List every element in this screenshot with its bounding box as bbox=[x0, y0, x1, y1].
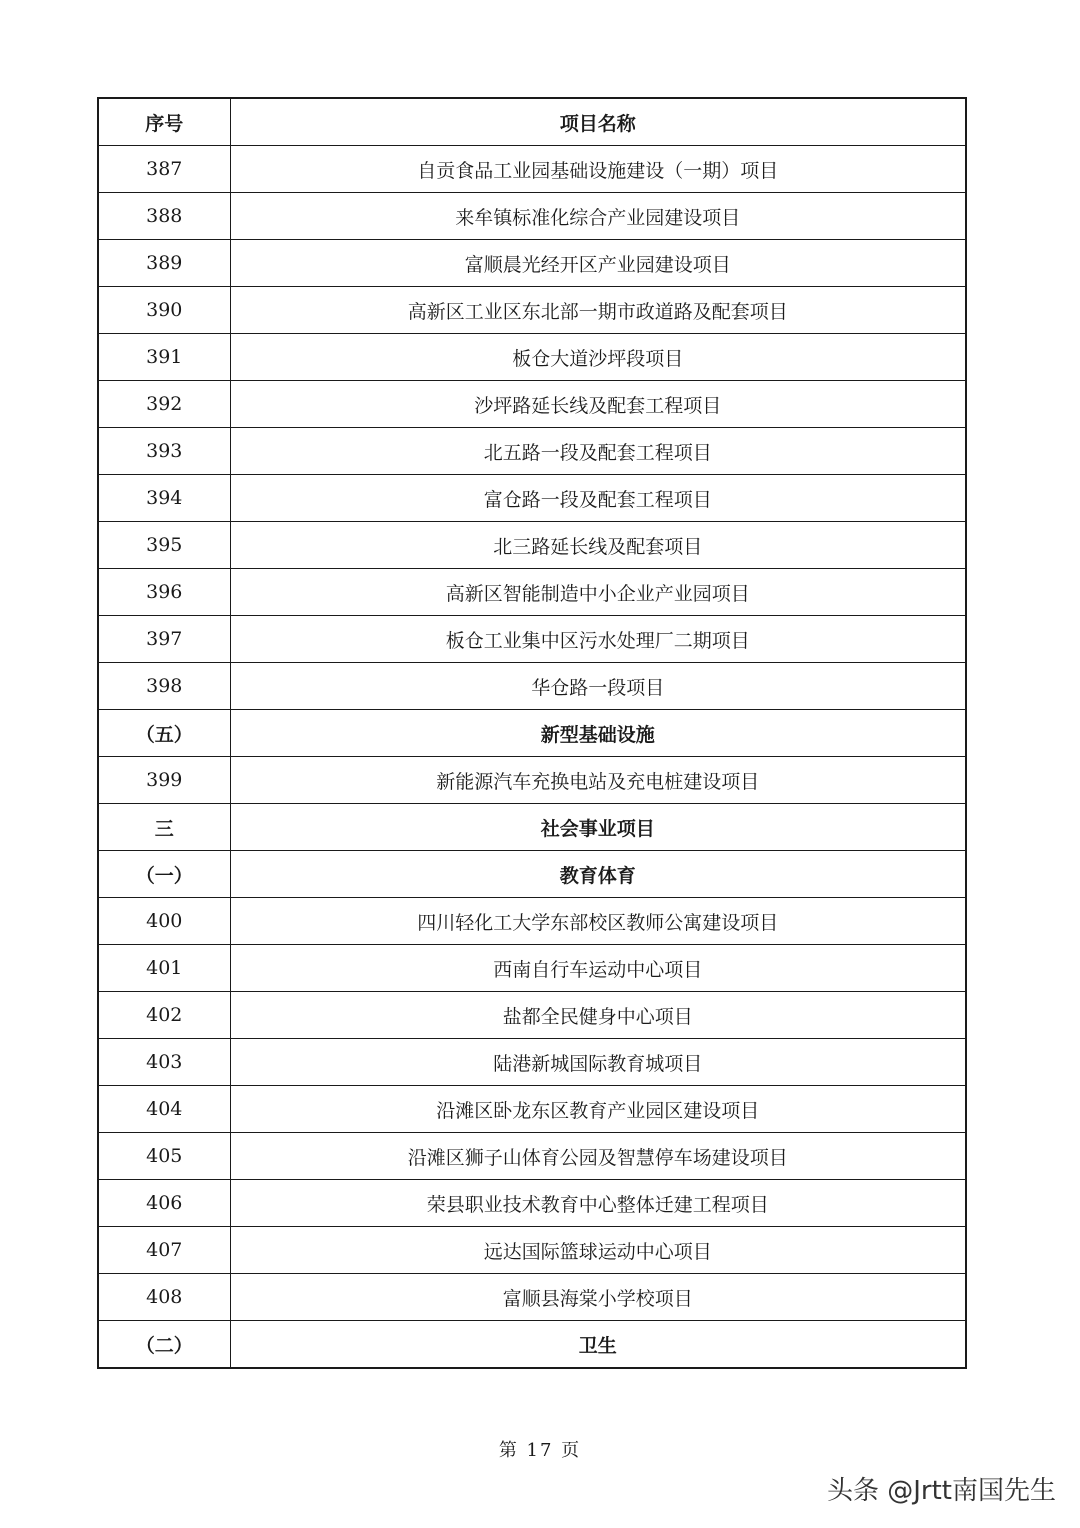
table-row bbox=[98, 1039, 966, 1086]
project-name-cell: 沙坪路延长线及配套工程项目 bbox=[230, 381, 966, 428]
project-name-cell: 西南自行车运动中心项目 bbox=[230, 945, 966, 992]
serial-number-cell: 407 bbox=[98, 1227, 230, 1274]
section-row bbox=[98, 851, 966, 898]
table-row bbox=[98, 193, 966, 240]
project-table bbox=[97, 97, 967, 1369]
serial-number-cell: 三 bbox=[98, 804, 230, 851]
project-name-cell: 高新区工业区东北部一期市政道路及配套项目 bbox=[230, 287, 966, 334]
table-row bbox=[98, 1180, 966, 1227]
table-row bbox=[98, 663, 966, 710]
project-name-cell: 板仓大道沙坪段项目 bbox=[230, 334, 966, 381]
section-row bbox=[98, 710, 966, 757]
table-row bbox=[98, 146, 966, 193]
project-name-cell: 社会事业项目 bbox=[230, 804, 966, 851]
serial-number-cell: 390 bbox=[98, 287, 230, 334]
project-name-cell: 远达国际篮球运动中心项目 bbox=[230, 1227, 966, 1274]
serial-number-cell: 394 bbox=[98, 475, 230, 522]
serial-number-cell: 393 bbox=[98, 428, 230, 475]
serial-number-cell: （二） bbox=[98, 1321, 230, 1369]
table-row bbox=[98, 334, 966, 381]
table-row bbox=[98, 757, 966, 804]
project-name-cell: 北三路延长线及配套项目 bbox=[230, 522, 966, 569]
table-row bbox=[98, 1086, 966, 1133]
serial-number-cell: 405 bbox=[98, 1133, 230, 1180]
serial-number-cell: 402 bbox=[98, 992, 230, 1039]
serial-number-cell: 389 bbox=[98, 240, 230, 287]
project-name-cell: 新型基础设施 bbox=[230, 710, 966, 757]
page-number: 第 17 页 bbox=[498, 1440, 582, 1461]
project-name-cell: 盐都全民健身中心项目 bbox=[230, 992, 966, 1039]
serial-number-cell: 406 bbox=[98, 1180, 230, 1227]
serial-number-cell: （五） bbox=[98, 710, 230, 757]
serial-number-cell: 399 bbox=[98, 757, 230, 804]
table-row bbox=[98, 475, 966, 522]
project-name-cell: 卫生 bbox=[230, 1321, 966, 1369]
serial-number-cell: 398 bbox=[98, 663, 230, 710]
table-row bbox=[98, 428, 966, 475]
section-row bbox=[98, 1321, 966, 1369]
project-name-cell: 新能源汽车充换电站及充电桩建设项目 bbox=[230, 757, 966, 804]
table-row bbox=[98, 992, 966, 1039]
project-name-cell: 高新区智能制造中小企业产业园项目 bbox=[230, 569, 966, 616]
project-name-cell: 沿滩区狮子山体育公园及智慧停车场建设项目 bbox=[230, 1133, 966, 1180]
serial-number-cell: 395 bbox=[98, 522, 230, 569]
table-header-row bbox=[98, 98, 966, 146]
table-row bbox=[98, 1133, 966, 1180]
project-name-cell: 富仓路一段及配套工程项目 bbox=[230, 475, 966, 522]
serial-number-cell: 397 bbox=[98, 616, 230, 663]
project-name-cell: 自贡食品工业园基础设施建设（一期）项目 bbox=[230, 146, 966, 193]
table-row bbox=[98, 569, 966, 616]
section-row bbox=[98, 804, 966, 851]
serial-number-cell: 396 bbox=[98, 569, 230, 616]
serial-number-cell: 408 bbox=[98, 1274, 230, 1321]
serial-number-cell: （一） bbox=[98, 851, 230, 898]
project-name-cell: 北五路一段及配套工程项目 bbox=[230, 428, 966, 475]
header-serial-number: 序号 bbox=[98, 98, 230, 146]
table-row bbox=[98, 898, 966, 945]
table-row bbox=[98, 1274, 966, 1321]
project-name-cell: 沿滩区卧龙东区教育产业园区建设项目 bbox=[230, 1086, 966, 1133]
project-name-cell: 富顺县海棠小学校项目 bbox=[230, 1274, 966, 1321]
table-row bbox=[98, 1227, 966, 1274]
serial-number-cell: 400 bbox=[98, 898, 230, 945]
project-name-cell: 华仓路一段项目 bbox=[230, 663, 966, 710]
project-name-cell: 四川轻化工大学东部校区教师公寓建设项目 bbox=[230, 898, 966, 945]
watermark-label: 头条 @Jrtt南国先生 bbox=[826, 1476, 1056, 1506]
serial-number-cell: 392 bbox=[98, 381, 230, 428]
table-row bbox=[98, 945, 966, 992]
serial-number-cell: 404 bbox=[98, 1086, 230, 1133]
table-body bbox=[98, 146, 966, 1369]
table-row bbox=[98, 240, 966, 287]
project-name-cell: 富顺晨光经开区产业园建设项目 bbox=[230, 240, 966, 287]
project-name-cell: 来牟镇标准化综合产业园建设项目 bbox=[230, 193, 966, 240]
serial-number-cell: 403 bbox=[98, 1039, 230, 1086]
serial-number-cell: 388 bbox=[98, 193, 230, 240]
table-row bbox=[98, 616, 966, 663]
header-project-name: 项目名称 bbox=[230, 98, 966, 146]
project-name-cell: 陆港新城国际教育城项目 bbox=[230, 1039, 966, 1086]
table-row bbox=[98, 522, 966, 569]
serial-number-cell: 387 bbox=[98, 146, 230, 193]
serial-number-cell: 401 bbox=[98, 945, 230, 992]
project-name-cell: 教育体育 bbox=[230, 851, 966, 898]
table-row bbox=[98, 381, 966, 428]
serial-number-cell: 391 bbox=[98, 334, 230, 381]
table-row bbox=[98, 287, 966, 334]
project-name-cell: 荣县职业技术教育中心整体迁建工程项目 bbox=[230, 1180, 966, 1227]
project-name-cell: 板仓工业集中区污水处理厂二期项目 bbox=[230, 616, 966, 663]
